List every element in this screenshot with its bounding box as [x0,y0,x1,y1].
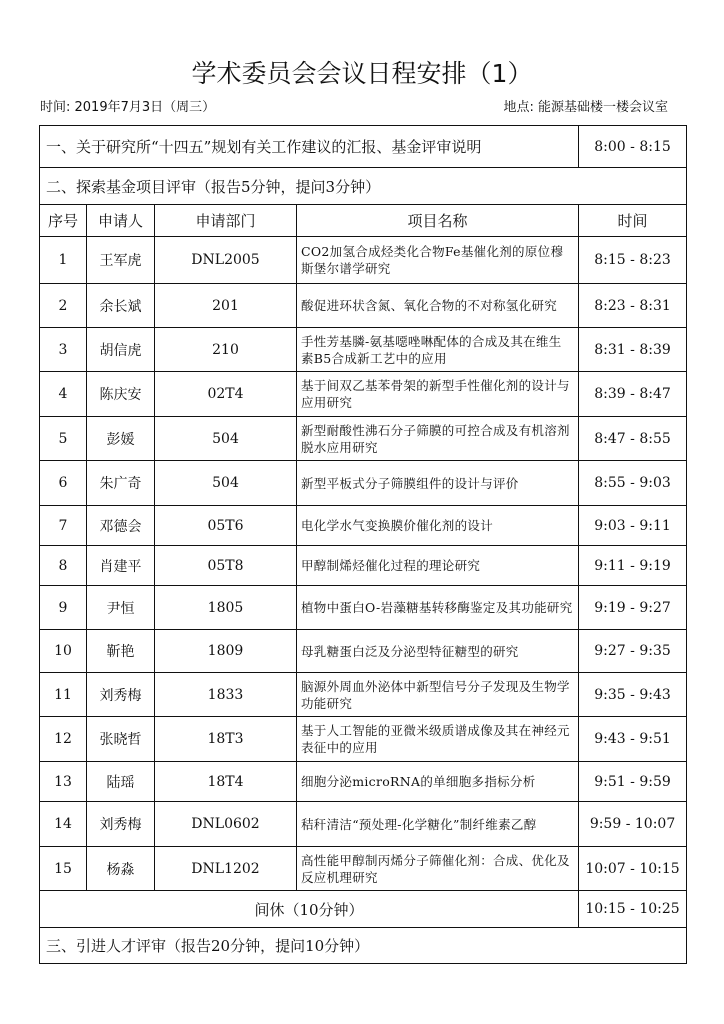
row-project: 酸促进环状含氮、氧化合物的不对称氢化研究 [297,284,579,328]
row-time: 9:19 - 9:27 [579,586,687,630]
row-time: 9:27 - 9:35 [579,630,687,673]
break-label: 间休（10分钟） [40,891,579,928]
row-dept: 18T3 [155,717,297,762]
row-dept: 504 [155,461,297,506]
row-project: 细胞分泌microRNA的单细胞多指标分析 [297,762,579,802]
table-row [40,417,687,461]
table-row [40,506,687,546]
page-title: 学术委员会会议日程安排（1） [191,59,533,88]
section-1-time: 8:00 - 8:15 [579,126,687,168]
section-1-row [40,126,687,168]
row-applicant: 陈庆安 [87,372,155,417]
schedule-table [39,125,687,964]
row-no: 11 [40,673,87,717]
row-dept: 02T4 [155,372,297,417]
row-time: 8:39 - 8:47 [579,372,687,417]
row-no: 9 [40,586,87,630]
table-row [40,802,687,847]
row-no: 3 [40,328,87,372]
meeting-place: 地点: 能源基础楼一楼会议室 [503,100,668,115]
meeting-time: 时间: 2019年7月3日（周三） [40,100,216,115]
row-project: 基于间双乙基苯骨架的新型手性催化剂的设计与应用研究 [297,372,579,417]
row-dept: DNL0602 [155,802,297,847]
row-no: 4 [40,372,87,417]
row-dept: 201 [155,284,297,328]
table-row [40,372,687,417]
row-dept: 504 [155,417,297,461]
row-applicant: 杨淼 [87,847,155,891]
row-applicant: 肖建平 [87,546,155,586]
row-project: 新型平板式分子筛膜组件的设计与评价 [297,461,579,506]
row-applicant: 余长斌 [87,284,155,328]
row-time: 9:11 - 9:19 [579,546,687,586]
row-dept: 1805 [155,586,297,630]
row-applicant: 刘秀梅 [87,802,155,847]
row-time: 9:35 - 9:43 [579,673,687,717]
row-dept: 210 [155,328,297,372]
row-time: 8:31 - 8:39 [579,328,687,372]
row-time: 8:55 - 9:03 [579,461,687,506]
table-row [40,847,687,891]
table-row [40,586,687,630]
row-project: 电化学水气变换膜价催化剂的设计 [297,506,579,546]
row-dept: 05T6 [155,506,297,546]
row-dept: 05T8 [155,546,297,586]
row-no: 7 [40,506,87,546]
row-applicant: 尹恒 [87,586,155,630]
row-applicant: 胡信虎 [87,328,155,372]
row-dept: DNL1202 [155,847,297,891]
table-row [40,630,687,673]
row-project: 脑源外周血外泌体中新型信号分子发现及生物学功能研究 [297,673,579,717]
row-no: 14 [40,802,87,847]
section-2-text: 二、探索基金项目评审（报告5分钟，提问3分钟） [40,168,687,205]
break-time: 10:15 - 10:25 [579,891,687,928]
row-project: 甲醇制烯烃催化过程的理论研究 [297,546,579,586]
break-row [40,891,687,928]
row-time: 9:43 - 9:51 [579,717,687,762]
row-no: 2 [40,284,87,328]
header-no: 序号 [40,205,87,237]
section-1-text: 一、关于研究所“十四五”规划有关工作建议的汇报、基金评审说明 [40,126,579,168]
row-applicant: 彭媛 [87,417,155,461]
row-applicant: 朱广奇 [87,461,155,506]
row-time: 9:03 - 9:11 [579,506,687,546]
row-time: 10:07 - 10:15 [579,847,687,891]
row-dept: DNL2005 [155,237,297,284]
header-dept: 申请部门 [155,205,297,237]
row-applicant: 邓德会 [87,506,155,546]
row-no: 13 [40,762,87,802]
row-project: 高性能甲醇制丙烯分子筛催化剂：合成、优化及反应机理研究 [297,847,579,891]
row-applicant: 陆瑶 [87,762,155,802]
row-dept: 18T4 [155,762,297,802]
row-applicant: 王军虎 [87,237,155,284]
row-applicant: 刘秀梅 [87,673,155,717]
section-3-row [40,928,687,964]
row-no: 15 [40,847,87,891]
table-row [40,284,687,328]
row-no: 5 [40,417,87,461]
row-no: 8 [40,546,87,586]
row-project: 基于人工智能的亚微米级质谱成像及其在神经元表征中的应用 [297,717,579,762]
row-project: 新型耐酸性沸石分子筛膜的可控合成及有机溶剂脱水应用研究 [297,417,579,461]
row-no: 10 [40,630,87,673]
table-row [40,546,687,586]
row-project: 手性芳基膦-氨基噁唑啉配体的合成及其在维生素B5合成新工艺中的应用 [297,328,579,372]
row-project: CO2加氢合成烃类化合物Fe基催化剂的原位穆斯堡尔谱学研究 [297,237,579,284]
section-3-text: 三、引进人才评审（报告20分钟，提问10分钟） [40,928,687,964]
row-time: 8:15 - 8:23 [579,237,687,284]
row-no: 1 [40,237,87,284]
header-time: 时间 [579,205,687,237]
table-row [40,762,687,802]
table-row [40,237,687,284]
row-applicant: 靳艳 [87,630,155,673]
row-project: 秸秆清洁“预处理-化学糖化”制纤维素乙醇 [297,802,579,847]
header-applicant: 申请人 [87,205,155,237]
row-project: 母乳糖蛋白泛及分泌型特征糖型的研究 [297,630,579,673]
table-row [40,717,687,762]
row-time: 9:51 - 9:59 [579,762,687,802]
header-project: 项目名称 [297,205,579,237]
table-row [40,673,687,717]
row-no: 12 [40,717,87,762]
table-row [40,328,687,372]
table-row [40,461,687,506]
row-time: 9:59 - 10:07 [579,802,687,847]
section-2-row [40,168,687,205]
row-project: 植物中蛋白O-岩藻糖基转移酶鉴定及其功能研究 [297,586,579,630]
table-header-row [40,205,687,237]
row-dept: 1833 [155,673,297,717]
row-no: 6 [40,461,87,506]
row-time: 8:47 - 8:55 [579,417,687,461]
row-dept: 1809 [155,630,297,673]
row-applicant: 张晓哲 [87,717,155,762]
row-time: 8:23 - 8:31 [579,284,687,328]
